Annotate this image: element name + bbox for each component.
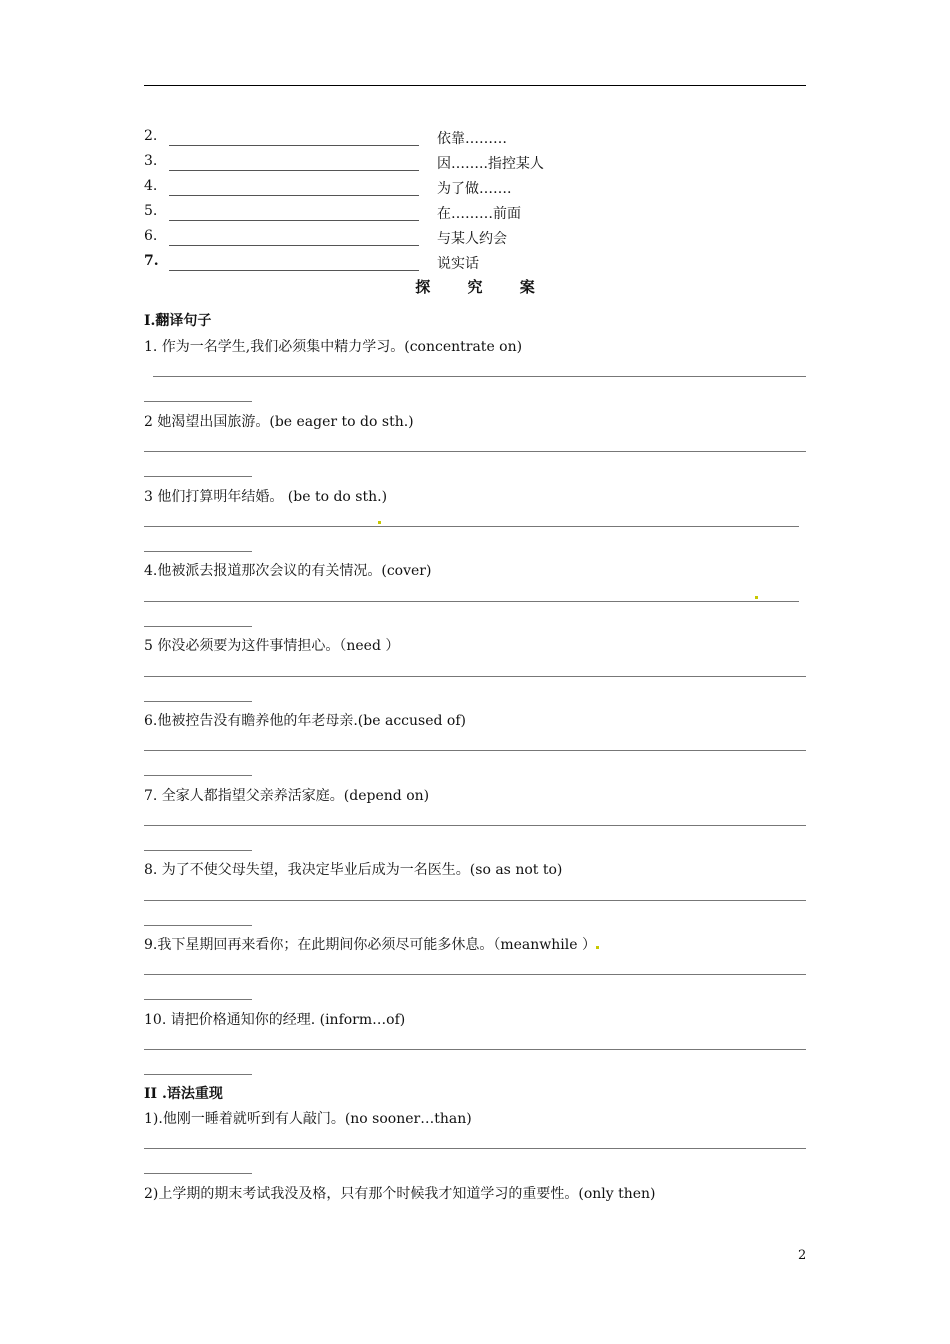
mark-dot bbox=[596, 946, 599, 949]
answer-line[interactable] bbox=[144, 900, 806, 901]
header-rule bbox=[144, 85, 806, 86]
answer-line[interactable] bbox=[144, 825, 806, 826]
question: 2 她渴望出国旅游。(be eager to do sth.) bbox=[144, 414, 414, 430]
section-title: I.翻译句子 bbox=[144, 313, 212, 329]
mark-dot bbox=[755, 596, 758, 599]
page-number: 2 bbox=[798, 1248, 807, 1263]
vocab-number: 2. bbox=[144, 128, 158, 144]
answer-line[interactable] bbox=[144, 999, 252, 1000]
vocab-number: 4. bbox=[144, 178, 158, 194]
vocab-number: 3. bbox=[144, 153, 158, 169]
answer-line[interactable] bbox=[144, 974, 806, 975]
answer-blank[interactable] bbox=[169, 270, 419, 271]
question: 4.他被派去报道那次会议的有关情况。(cover) bbox=[144, 563, 432, 579]
answer-line[interactable] bbox=[144, 1148, 806, 1149]
question: 8. 为了不使父母失望，我决定毕业后成为一名医生。(so as not to) bbox=[144, 862, 563, 878]
section-heading: 探 究 案 bbox=[415, 278, 551, 296]
section-title: II .语法重现 bbox=[144, 1086, 223, 1102]
answer-line[interactable] bbox=[144, 601, 799, 602]
answer-line[interactable] bbox=[144, 451, 806, 452]
question: 1. 作为一名学生,我们必须集中精力学习。(concentrate on) bbox=[144, 339, 523, 355]
question: 2)上学期的期末考试我没及格，只有那个时候我才知道学习的重要性。(only then) bbox=[144, 1186, 656, 1202]
answer-line[interactable] bbox=[144, 676, 806, 677]
answer-blank[interactable] bbox=[169, 245, 419, 246]
question: 9.我下星期回再来看你；在此期间你必须尽可能多休息。（meanwhile ） bbox=[144, 937, 596, 953]
answer-line[interactable] bbox=[144, 775, 252, 776]
answer-line[interactable] bbox=[144, 850, 252, 851]
vocab-meaning: 依靠……… bbox=[437, 131, 507, 147]
question: 6.他被控告没有瞻养他的年老母亲.(be accused of) bbox=[144, 713, 466, 729]
answer-line[interactable] bbox=[144, 750, 806, 751]
vocab-meaning: 与某人约会 bbox=[437, 231, 507, 247]
mark-dot bbox=[378, 521, 381, 524]
question: 7. 全家人都指望父亲养活家庭。(depend on) bbox=[144, 788, 430, 804]
answer-line[interactable] bbox=[144, 476, 252, 477]
question: 5 你没必须要为这件事情担心。（need ） bbox=[144, 638, 400, 654]
answer-line[interactable] bbox=[144, 925, 252, 926]
answer-line[interactable] bbox=[144, 1173, 252, 1174]
answer-blank[interactable] bbox=[169, 170, 419, 171]
answer-line[interactable] bbox=[144, 1074, 252, 1075]
answer-line[interactable] bbox=[144, 1049, 806, 1050]
question: 3 他们打算明年结婚。 (be to do sth.) bbox=[144, 489, 388, 505]
answer-blank[interactable] bbox=[169, 195, 419, 196]
answer-blank[interactable] bbox=[169, 145, 419, 146]
answer-blank[interactable] bbox=[169, 220, 419, 221]
vocab-number: 5. bbox=[144, 203, 158, 219]
question: 10. 请把价格通知你的经理. (inform…of) bbox=[144, 1012, 406, 1028]
answer-line[interactable] bbox=[144, 551, 252, 552]
answer-line[interactable] bbox=[144, 701, 252, 702]
answer-line[interactable] bbox=[153, 376, 806, 377]
answer-line[interactable] bbox=[144, 401, 252, 402]
vocab-meaning: 在………前面 bbox=[437, 206, 521, 222]
question: 1).他刚一睡着就听到有人敲门。(no sooner…than) bbox=[144, 1111, 472, 1127]
answer-line[interactable] bbox=[144, 526, 799, 527]
answer-line[interactable] bbox=[144, 626, 252, 627]
vocab-meaning: 因……..指控某人 bbox=[437, 156, 544, 172]
vocab-number: 7. bbox=[144, 253, 159, 269]
vocab-meaning: 说实话 bbox=[437, 256, 479, 272]
vocab-meaning: 为了做……. bbox=[437, 181, 512, 197]
vocab-number: 6. bbox=[144, 228, 158, 244]
